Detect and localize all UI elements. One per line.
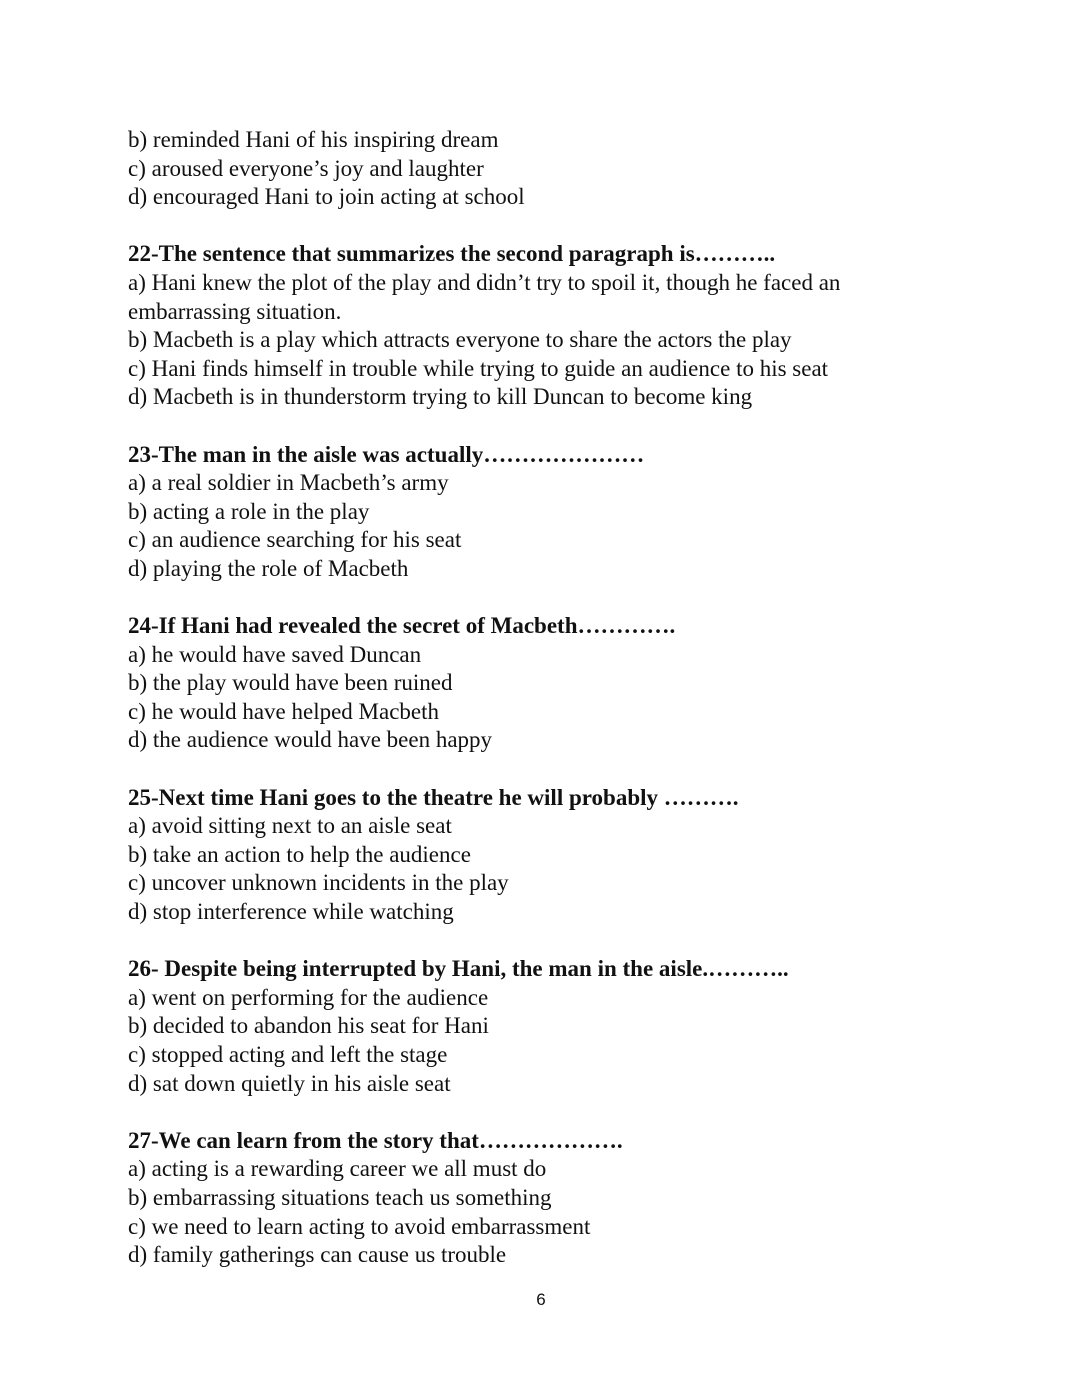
answer-option: c) aroused everyone’s joy and laughter <box>128 155 484 181</box>
exam-page-content <box>128 126 948 1298</box>
question-26 <box>128 955 948 1098</box>
answer-option: b) reminded Hani of his inspiring dream <box>128 127 499 152</box>
question-25 <box>128 784 948 927</box>
question-stem: 25-Next time Hani goes to the theatre he will probably ………. <box>128 784 739 810</box>
question-stem: 22-The sentence that summarizes the second paragraph is……….. <box>128 241 776 267</box>
answer-option: c) we need to learn acting to avoid embarrassment <box>128 1213 591 1239</box>
answer-option: d) sat down quietly in his aisle seat <box>128 1070 451 1096</box>
answer-option: a) went on performing for the audience <box>128 984 489 1010</box>
answer-option: b) acting a role in the play <box>128 498 370 524</box>
answer-option: b) take an action to help the audience <box>128 841 471 867</box>
page-number: 6 <box>536 1290 546 1309</box>
answer-option: d) playing the role of Macbeth <box>128 555 409 581</box>
question-22 <box>128 240 948 412</box>
answer-option: c) an audience searching for his seat <box>128 527 462 553</box>
answer-option: b) embarrassing situations teach us something <box>128 1184 552 1210</box>
answer-option: c) stopped acting and left the stage <box>128 1042 448 1067</box>
question-21-continuation <box>128 126 948 212</box>
question-stem: 23-The man in the aisle was actually………………… <box>128 441 645 467</box>
answer-option: c) uncover unknown incidents in the play <box>128 870 509 896</box>
question-23 <box>128 441 948 584</box>
question-24 <box>128 612 948 755</box>
answer-option: d) the audience would have been happy <box>128 727 493 753</box>
answer-option: b) decided to abandon his seat for Hani <box>128 1013 489 1039</box>
answer-option: b) the play would have been ruined <box>128 670 453 696</box>
answer-option: d) encouraged Hani to join acting at school <box>128 184 525 210</box>
question-27 <box>128 1127 948 1270</box>
answer-option: a) a real soldier in Macbeth’s army <box>128 470 449 496</box>
answer-option: c) he would have helped Macbeth <box>128 698 440 724</box>
answer-option: b) Macbeth is a play which attracts everyone to share the actors the play <box>128 327 792 353</box>
answer-option: d) stop interference while watching <box>128 899 454 925</box>
answer-option: d) Macbeth is in thunderstorm trying to kill Duncan to become king <box>128 384 753 410</box>
answer-option: a) Hani knew the plot of the play and didn’t try to spoil it, though he faced an embarrassing situation. <box>128 269 841 324</box>
answer-option: d) family gatherings can cause us trouble <box>128 1242 507 1268</box>
answer-option: a) avoid sitting next to an aisle seat <box>128 813 452 839</box>
question-stem: 26- Despite being interrupted by Hani, the man in the aisle.……….. <box>128 956 789 982</box>
question-stem: 27-We can learn from the story that………………. <box>128 1127 623 1153</box>
question-stem: 24-If Hani had revealed the secret of Macbeth…………. <box>128 613 676 639</box>
answer-option: a) acting is a rewarding career we all must do <box>128 1156 547 1182</box>
answer-option: a) he would have saved Duncan <box>128 641 422 667</box>
answer-option: c) Hani finds himself in trouble while trying to guide an audience to his seat <box>128 355 829 381</box>
